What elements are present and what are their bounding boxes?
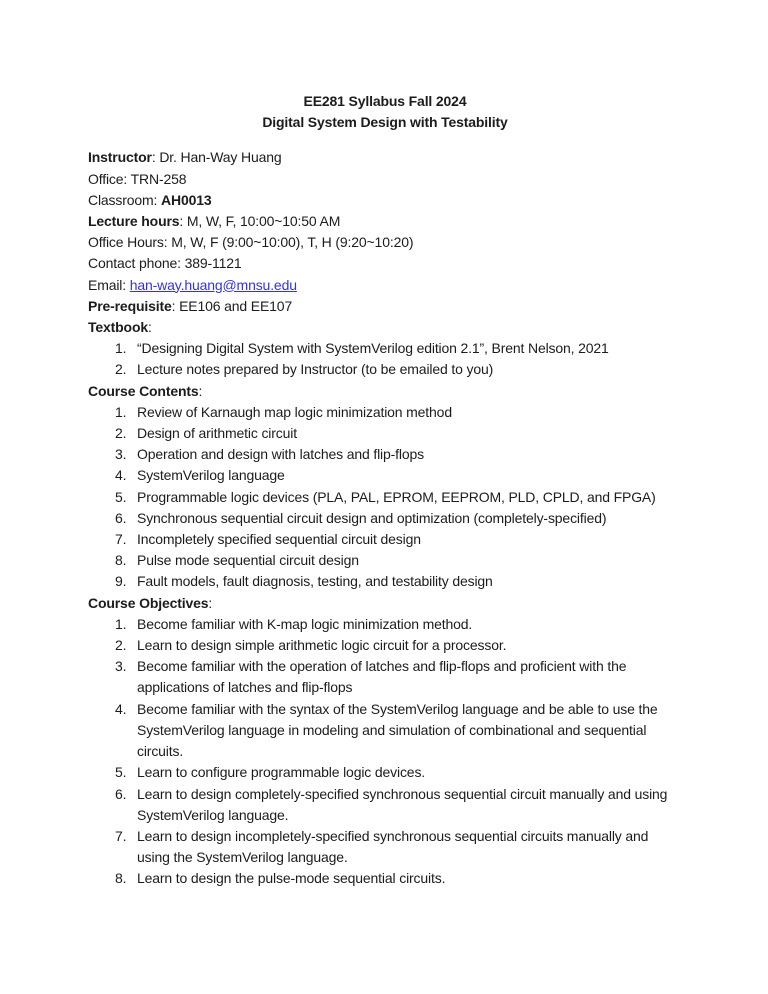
list-item-text: Fault models, fault diagnosis, testing, and testability design	[137, 573, 493, 590]
list-item	[88, 656, 682, 698]
list-item-number: 7.	[115, 827, 127, 844]
list-item-number: 2.	[115, 425, 127, 442]
list-item-text: Become familiar with the syntax of the SystemVerilog language and be able to use the SystemVerilog language in modeling and simulation of combinational and sequential circuits.	[137, 700, 658, 760]
text-segment: Pre-requisite	[88, 297, 172, 314]
list-item	[88, 402, 682, 423]
list-item-number: 5.	[115, 764, 127, 781]
text-segment: Classroom:	[88, 191, 162, 208]
list-item-text: Learn to design incompletely-specified synchronous sequential circuits manually and using the SystemVerilog language.	[137, 827, 649, 866]
text-segment: : M, W, F, 10:00~10:50 AM	[179, 213, 341, 230]
list-item	[88, 868, 682, 889]
list-item	[88, 784, 682, 826]
text-segment: Office: TRN-258	[88, 170, 187, 187]
list-item-number: 3.	[115, 658, 127, 675]
section-heading-text: Course Objectives	[88, 594, 209, 611]
info-block	[88, 147, 682, 317]
info-line	[88, 275, 682, 296]
list-item	[88, 635, 682, 656]
text-segment: Contact phone: 389-1121	[88, 255, 242, 272]
list-item-text: “Designing Digital System with SystemVerilog edition 2.1”, Brent Nelson, 2021	[137, 340, 609, 357]
document-title-line2: Digital System Design with Testability	[262, 114, 508, 131]
list-item	[88, 508, 682, 529]
list-item-number: 6.	[115, 509, 127, 526]
text-segment: Lecture hours	[88, 213, 180, 230]
list-item-number: 8.	[115, 870, 127, 887]
text-segment: : Dr. Han-Way Huang	[151, 149, 282, 166]
section-heading-text: Textbook	[88, 319, 148, 336]
list-item-number: 1.	[115, 615, 127, 632]
list-item-text: Lecture notes prepared by Instructor (to be emailed to you)	[137, 361, 494, 378]
document-title-line1: EE281 Syllabus Fall 2024	[303, 93, 467, 109]
list-item-number: 9.	[115, 573, 127, 590]
info-line	[88, 147, 682, 168]
text-segment: Email:	[88, 276, 130, 293]
list-item-text: Learn to design simple arithmetic logic circuit for a processor.	[137, 637, 507, 654]
list-item	[88, 529, 682, 550]
list-item-number: 7.	[115, 531, 127, 548]
list-item-text: Pulse mode sequential circuit design	[137, 552, 359, 569]
list-item-text: Design of arithmetic circuit	[137, 425, 297, 442]
list-item	[88, 423, 682, 444]
text-segment: : EE106 and EE107	[171, 297, 293, 314]
text-segment: Instructor	[88, 149, 152, 166]
info-line	[88, 211, 682, 232]
list-item-number: 1.	[115, 340, 127, 357]
list-item-text: Learn to design completely-specified synchronous sequential circuit manually and using SystemVerilog language.	[137, 785, 668, 823]
list-item-text: Programmable logic devices (PLA, PAL, EPROM, EEPROM, PLD, CPLD, and FPGA)	[137, 488, 656, 505]
section-heading-text: Course Contents	[88, 382, 199, 399]
section-heading	[88, 381, 682, 402]
list-item-number: 1.	[115, 403, 127, 420]
list-item	[88, 762, 682, 783]
section-heading	[88, 593, 682, 614]
section-heading-suffix: :	[208, 594, 213, 611]
list-item-number: 5.	[115, 488, 127, 505]
list-item-number: 2.	[115, 361, 127, 378]
sections-block	[88, 317, 682, 889]
list-item	[88, 444, 682, 465]
list-item-text: Review of Karnaugh map logic minimization method	[137, 403, 452, 420]
list-item-number: 4.	[115, 700, 127, 717]
list-item-text: Become familiar with the operation of latches and flip-flops and proficient with the applications of latches and flip-flops	[137, 658, 627, 696]
list-item-text: Learn to design the pulse-mode sequential circuits.	[137, 870, 446, 887]
list-item	[88, 487, 682, 508]
section-heading-suffix: :	[198, 382, 203, 399]
list-item	[88, 550, 682, 571]
list-item	[88, 699, 682, 763]
list-item-number: 6.	[115, 785, 127, 802]
list-item-number: 8.	[115, 552, 127, 569]
section-heading-suffix: :	[148, 319, 152, 336]
text-segment: Office Hours: M, W, F (9:00~10:00), T, H (9:20~10:20)	[88, 234, 414, 251]
list-item	[88, 465, 682, 486]
info-line	[88, 169, 682, 190]
section-heading	[88, 317, 682, 338]
list-item-text: Operation and design with latches and flip-flops	[137, 446, 424, 463]
list-item-text: Learn to configure programmable logic devices.	[137, 764, 426, 781]
list-item	[88, 826, 682, 868]
text-segment: AH0013	[161, 191, 212, 208]
list-item	[88, 338, 682, 359]
list-item-number: 4.	[115, 467, 127, 484]
info-line	[88, 232, 682, 253]
info-line	[88, 190, 682, 211]
list-item-text: SystemVerilog language	[137, 467, 285, 484]
list-item-text: Incompletely specified sequential circuit design	[137, 531, 421, 548]
list-item-number: 3.	[115, 446, 127, 463]
info-line	[88, 253, 682, 274]
list-item	[88, 359, 682, 380]
info-line	[88, 296, 682, 317]
list-item	[88, 614, 682, 635]
list-item-text: Synchronous sequential circuit design and optimization (completely-specified)	[137, 509, 607, 526]
email-link[interactable]: han-way.huang@mnsu.edu	[129, 276, 297, 293]
list-item-text: Become familiar with K-map logic minimization method.	[137, 615, 473, 632]
list-item-number: 2.	[115, 637, 127, 654]
list-item	[88, 571, 682, 592]
